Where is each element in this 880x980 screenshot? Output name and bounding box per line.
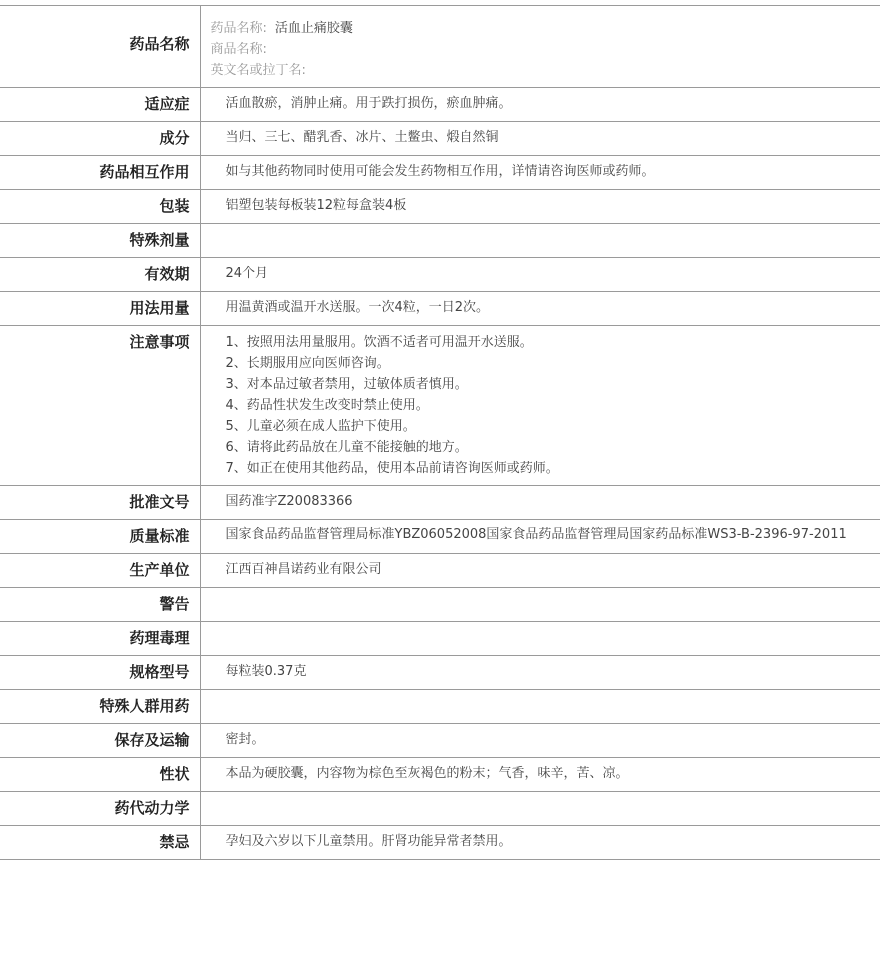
label-storage: 保存及运输: [0, 724, 200, 758]
value-interactions: 如与其他药物同时使用可能会发生药物相互作用，详情请咨询医师或药师。: [200, 156, 880, 190]
row-drug-name: [0, 6, 880, 88]
row-expiry: [0, 258, 880, 292]
row-quality-standard: [0, 520, 880, 554]
value-storage: 密封。: [200, 724, 880, 758]
value-approval: 国药准字Z20083366: [200, 486, 880, 520]
value-usage: 用温黄酒或温开水送服。一次4粒，一日2次。: [200, 292, 880, 326]
value-pharmacology: [200, 622, 880, 656]
row-precautions: [0, 326, 880, 486]
value-manufacturer: 江西百神昌诺药业有限公司: [200, 554, 880, 588]
value-special-population: [200, 690, 880, 724]
label-contraindications: 禁忌: [0, 826, 200, 860]
label-drug-name: 药品名称: [0, 6, 200, 88]
value-pharmacokinetics: [200, 792, 880, 826]
label-approval: 批准文号: [0, 486, 200, 520]
row-specification: [0, 656, 880, 690]
row-special-population: [0, 690, 880, 724]
label-special-dosage: 特殊剂量: [0, 224, 200, 258]
value-precautions: [200, 326, 880, 486]
value-ingredients: 当归、三七、醋乳香、冰片、土鳖虫、煅自然铜: [200, 122, 880, 156]
precaution-item: 5、儿童必须在成人监护下使用。: [225, 419, 416, 434]
label-ingredients: 成分: [0, 122, 200, 156]
value-appearance: 本品为硬胶囊，内容物为棕色至灰褐色的粉末；气香，味辛，苦、凉。: [200, 758, 880, 792]
label-interactions: 药品相互作用: [0, 156, 200, 190]
label-expiry: 有效期: [0, 258, 200, 292]
row-contraindications: [0, 826, 880, 860]
label-pharmacokinetics: 药代动力学: [0, 792, 200, 826]
trade-name-line: [211, 39, 871, 60]
row-warning: [0, 588, 880, 622]
row-usage: [0, 292, 880, 326]
row-pharmacokinetics: [0, 792, 880, 826]
label-specification: 规格型号: [0, 656, 200, 690]
row-special-dosage: [0, 224, 880, 258]
precaution-item: 1、按照用法用量服用。饮酒不适者可用温开水送服。: [225, 335, 533, 350]
drug-name-key: 药品名称:: [210, 21, 267, 36]
label-pharmacology: 药理毒理: [0, 622, 200, 656]
label-quality-standard: 质量标准: [0, 520, 200, 554]
value-warning: [200, 588, 880, 622]
row-pharmacology: [0, 622, 880, 656]
row-appearance: [0, 758, 880, 792]
value-specification: 每粒装0.37克: [200, 656, 880, 690]
row-storage: [0, 724, 880, 758]
row-packaging: [0, 190, 880, 224]
label-manufacturer: 生产单位: [0, 554, 200, 588]
value-contraindications: 孕妇及六岁以下儿童禁用。肝肾功能异常者禁用。: [200, 826, 880, 860]
row-ingredients: [0, 122, 880, 156]
label-warning: 警告: [0, 588, 200, 622]
value-expiry: 24个月: [200, 258, 880, 292]
value-drug-name: [200, 6, 880, 88]
value-indication: 活血散瘀，消肿止痛。用于跌打损伤，瘀血肿痛。: [200, 88, 880, 122]
row-manufacturer: [0, 554, 880, 588]
label-special-population: 特殊人群用药: [0, 690, 200, 724]
drug-name-line: [211, 18, 871, 39]
value-packaging: 铝塑包装每板装12粒每盒装4板: [200, 190, 880, 224]
label-packaging: 包装: [0, 190, 200, 224]
precaution-item: 2、长期服用应向医师咨询。: [225, 356, 390, 371]
drug-info-table: [0, 5, 880, 860]
english-name-key: 英文名或拉丁名:: [210, 63, 306, 78]
drug-name-text: 活血止痛胶囊: [274, 21, 353, 36]
row-indication: [0, 88, 880, 122]
row-approval: [0, 486, 880, 520]
label-precautions: 注意事项: [0, 326, 200, 486]
precaution-item: 4、药品性状发生改变时禁止使用。: [225, 398, 429, 413]
precaution-item: 3、对本品过敏者禁用，过敏体质者慎用。: [225, 377, 468, 392]
english-name-line: [211, 60, 871, 81]
trade-name-key: 商品名称:: [210, 42, 267, 57]
precaution-item: 6、请将此药品放在儿童不能接触的地方。: [225, 440, 468, 455]
precaution-item: 7、如正在使用其他药品，使用本品前请咨询医师或药师。: [225, 461, 559, 476]
row-interactions: [0, 156, 880, 190]
label-indication: 适应症: [0, 88, 200, 122]
label-appearance: 性状: [0, 758, 200, 792]
value-quality-standard: 国家食品药品监督管理局标准YBZ06052008国家食品药品监督管理局国家药品标准WS3-B-2396-97-2011: [200, 520, 880, 554]
value-special-dosage: [200, 224, 880, 258]
label-usage: 用法用量: [0, 292, 200, 326]
